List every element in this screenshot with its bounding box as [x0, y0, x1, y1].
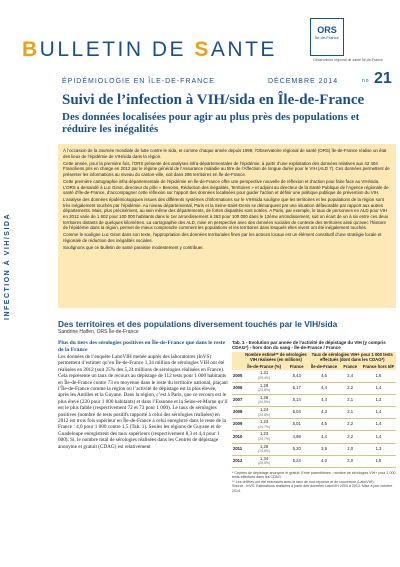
table-row: [232, 382, 396, 394]
intro-box: [58, 144, 396, 308]
idf-pct: (24,7%): [258, 424, 271, 429]
idf-cell: [243, 455, 285, 467]
idf-cell: [243, 394, 285, 406]
logo-text: ORS: [317, 25, 337, 35]
masthead-s-rest: ANTE: [210, 38, 277, 61]
tx-hors-cell: 1,4: [361, 382, 396, 394]
rubric-label: ÉPIDÉMIOLOGIE EN ÎLE-DE-FRANCE: [62, 78, 215, 85]
fr-cell: 5,20: [285, 443, 309, 455]
intro-paragraph: L’analyse des données épidémiologiques issues des différents systèmes d’informations sur le VIH/sida souligne que les territoires et les populations de la région sont très inégalement touchés par l’épidémie. Au niveau départemental, Paris et la Seine-Saint-Denis se démarquent par une situation défavorable par rapport aux autres départements. Mais, plus précisément, au sein même des départements, de fortes disparités sont notées. A Paris, par exemple, le taux de personnes en ALD pour VIH en 2012 varie de 1 602 pour 100 000 habitants dans le 1er arrondissement à 263 pour 100 000 dans le 12ème arrondissement, soit un écart de un à six entre ces deux territoires distants de quelques kilomètres. La cartographie des ALD, mise en perspective avec des données sociales de contexte des territoires ainsi qu’avec l’histoire de l’épidémie dans la région, permet de mieux comprendre comment les populations et les territoires dans lesquels elles vivent ont été inégalement touchés.: [63, 197, 389, 231]
tx-idf-cell: 4,6: [309, 370, 340, 382]
idf-cell: [243, 406, 285, 418]
fr-cell: 5,04: [285, 406, 309, 418]
table-row: [232, 455, 396, 467]
fr-cell: 5,24: [285, 455, 309, 467]
idf-value: 1,23: [260, 431, 269, 437]
tx-fr-cell: 2,1: [339, 394, 361, 406]
table-group-header: Nombre estimé** de sérologies VIH réalisées (en millions): [245, 352, 307, 362]
tx-fr-cell: 2,0: [339, 455, 361, 467]
article-heading: Plus du tiers des sérologies positives en Île-de-France que dans le reste de la France: [58, 340, 226, 353]
sidebar-label: INFECTION À VIH/SIDA: [4, 212, 11, 320]
column-header: France: [285, 364, 309, 371]
intro-paragraph: À l’occasion de la Journée mondiale de lutte contre le sida, et comme chaque année depuis 1999, l’Observatoire régional de santé (ORS) Île-de-France réalise un état des lieux de l’épidémie de VIH/sida dans la région.: [63, 148, 387, 159]
tx-idf-cell: 4,3: [309, 406, 340, 418]
screening-table: [232, 352, 396, 468]
tx-fr-cell: 2,2: [339, 431, 361, 443]
table-row: [232, 394, 396, 406]
table-group-header: Taux de sérologies VIH+ pour 1 000 tests effectués (dont dans les CDAG*): [309, 352, 396, 364]
tx-idf-cell: 4,0: [309, 455, 340, 467]
tx-fr-cell: 2,4: [339, 370, 361, 382]
column-header: Île-de-France (%): [243, 364, 285, 371]
issue-no-label: no: [362, 78, 370, 84]
issue-date: DÉCEMBRE 2014: [268, 78, 339, 85]
tx-idf-cell: 3,9: [309, 443, 340, 455]
fr-cell: 4,98: [285, 431, 309, 443]
column-header: France hors IdF: [362, 363, 395, 369]
table-footnotes: [232, 471, 396, 493]
idf-value: 1,24: [260, 406, 269, 412]
section-authors: Sandrine Halfen, ORS Île-de-France: [58, 329, 139, 335]
tx-hors-cell: 1,4: [361, 431, 396, 443]
year-cell: 2007: [232, 394, 243, 406]
fr-cell: 5,43: [285, 370, 309, 382]
tx-fr-cell: 2,0: [339, 443, 361, 455]
table-row: [232, 419, 396, 431]
tx-hors-cell: 1,5: [361, 455, 396, 467]
tx-hors-cell: 1,4: [361, 419, 396, 431]
page-subtitle: Des données localisées pour agir au plus près des populations et réduire les inégalités: [62, 111, 360, 135]
tx-idf-cell: 4,4: [309, 431, 340, 443]
logo-region: Île-de-France: [315, 35, 339, 40]
idf-pct: (24,6%): [258, 412, 271, 417]
idf-cell: [243, 419, 285, 431]
masthead: [22, 38, 362, 72]
tx-idf-cell: 4,4: [309, 394, 340, 406]
idf-value: 1,28: [260, 443, 269, 449]
page-title: Suivi de l’infection à VIH/sida en Île-de-France: [62, 92, 365, 108]
tx-fr-cell: 2,1: [339, 406, 361, 418]
sidebar: [0, 92, 26, 332]
idf-pct: (24,7%): [258, 436, 271, 441]
tx-fr-cell: 2,2: [339, 419, 361, 431]
idf-pct: (24,6%): [258, 449, 271, 454]
intro-paragraph: Comme le souligne Luc Ginot dans son texte, l’appropriation des données territoriales fines par les acteurs locaux est un élément constitutif d’une stratégie locale et régionale de réduction des inégalités sociales.: [63, 232, 382, 243]
year-cell: 2012: [232, 455, 243, 467]
fr-cell: 5,14: [285, 394, 309, 406]
table-row: [232, 431, 396, 443]
table-body: [232, 370, 396, 467]
table-row: [232, 370, 396, 382]
table-group-empty: [232, 352, 243, 364]
idf-pct: (25,4%): [258, 375, 271, 380]
idf-cell: [243, 382, 285, 394]
tx-hors-cell: 1,3: [361, 443, 396, 455]
idf-value: 1,31: [260, 370, 269, 376]
idf-value: 1,23: [260, 419, 269, 425]
tx-hors-cell: 1,3: [361, 394, 396, 406]
idf-pct: (24,5%): [258, 400, 271, 405]
year-cell: 2005: [232, 370, 243, 382]
table-row: [232, 443, 396, 455]
column-header: [232, 364, 243, 371]
masthead-b-initial: B: [22, 38, 40, 61]
masthead-b-rest: ULLETIN DE: [39, 38, 195, 61]
section-title: Des territoires et des populations diversement touchés par le VIH/sida: [58, 319, 338, 329]
intro-paragraph: Soulignons que ce Bulletin de santé paraisse modestement y contribuer.: [63, 245, 204, 250]
intro-paragraph: Cette première cartographie infra-départementale de l’épidémie en Île-de-France offre une perspective nouvelle de réflexion et d’action pour faire face au VIH/sida. L’ORS a demandé à Luc Ginot, directeur du pôle « Besoins, Réduction des inégalités, Territoires » et adjoint au directeur de la Santé Publique de l’Agence régionale de santé d’Île-de-France, d’accompagner cette réflexion sur l’apport des données localisées pour guider l’action et définir une politique publique de prévention du VIH.: [63, 178, 389, 196]
tx-idf-cell: 4,4: [309, 382, 340, 394]
footnote: Source : InVS. Estimations réalisées à partir des données LaboVIH 2003 à 2013. Mise à jour octobre 2014.: [232, 484, 393, 493]
footnote: * Centres de dépistage anonyme et gratuit. Entre parenthèses : nombre de sérologies VIH+ pour 1 000 tests effectués dans les CDAG.: [232, 470, 396, 480]
rubric-bar: [62, 72, 396, 88]
issue-number: 21: [374, 70, 392, 87]
tx-hors-cell: 1,4: [361, 406, 396, 418]
year-cell: 2011: [232, 443, 243, 455]
masthead-s-initial: S: [194, 38, 211, 61]
footnote: ** Les chiffres ont été redressés avec le taux de non-réponse et de couverture (LaboVIH).: [232, 479, 375, 484]
table-block: [232, 340, 396, 493]
column-header: Île-de-France: [309, 364, 340, 371]
column-header: France: [339, 364, 361, 371]
fr-cell: 5,17: [285, 382, 309, 394]
year-cell: 2010: [232, 431, 243, 443]
logo-tagline: Observatoire régional de santé Île-de-France: [313, 58, 383, 62]
idf-value: 1,26: [260, 394, 269, 400]
idf-value: 1,34: [260, 455, 269, 461]
idf-pct: (24,8%): [258, 388, 271, 393]
idf-cell: [243, 370, 285, 382]
idf-value: 1,28: [260, 382, 269, 388]
idf-pct: (25,5%): [258, 461, 271, 466]
table-caption: Tab. 1 - Evolution par année de l’activité de dépistage du VIH (y compris CDAG*) - hors don du sang - Île-de-France / France: [232, 340, 386, 350]
table-row: [232, 406, 396, 418]
idf-cell: [243, 431, 285, 443]
year-cell: 2009: [232, 419, 243, 431]
tx-fr-cell: 2,2: [339, 382, 361, 394]
article-body: Les données de l’enquête LaboVIH menée auprès des laboratoires (InVS) permettent d’estimer qu’en Île-de-France 1,34 million de sérologies VIH ont été réalisées en 2012 (soit 25% des 5,24 millions de sérologies réalisées en France). Cela représente un taux de recours au dépistage de 112 tests pour 1 000 habitants en Île-de-France contre 73 en moyenne dans le reste du territoire national, plaçant l’Île-de-France comme la région où l’activité de dépistage est la plus élevée, après les Antilles et la Guyane. Dans la région, c’est à Paris, que ce recours est le plus élevé (220 pour 1 000 habitants) et dans l’Essonne et la Seine-et-Marne qu’il est le plus faible (respectivement 72 et 73 pour 1 000). Le taux de sérologies positives (nombre de tests positifs rapporté à celui des sérologies réalisées) en 2012 est trois fois supérieur en Île-de-France à celui enregistré dans le reste de la France : 4,0 pour 1 000 contre 1,5 (Tab. 1). Seules les régions de Guyane et de Guadeloupe enregistrent des taux supérieurs (respectivement 8,3 et 4,4 pour 1 000). Si, le nombre total de sérologies réalisées dans les Centres de dépistage anonyme et gratuit (CDAG) est relativement: [58, 354, 228, 450]
fr-cell: 5,01: [285, 419, 309, 431]
article-column: [58, 340, 228, 450]
idf-cell: [243, 443, 285, 455]
tx-idf-cell: 4,5: [309, 419, 340, 431]
year-cell: 2006: [232, 382, 243, 394]
tx-hors-cell: 1,6: [361, 370, 396, 382]
year-cell: 2008: [232, 406, 243, 418]
intro-paragraph: Cette année, pour la première fois, l’ORS présente des analyses infra-départementales de l’épidémie, à partir d’une exploitation des données relatives aux 42 404 Franciliens pris en charge en 2012 par le régime général de l’Assurance maladie au titre de l’Affection de longue durée pour le VIH (ALD 7). Ces données permettent de présenter les informations au niveau du canton-ville, soit dans 286 territoires en Île-de-France.: [63, 160, 390, 177]
